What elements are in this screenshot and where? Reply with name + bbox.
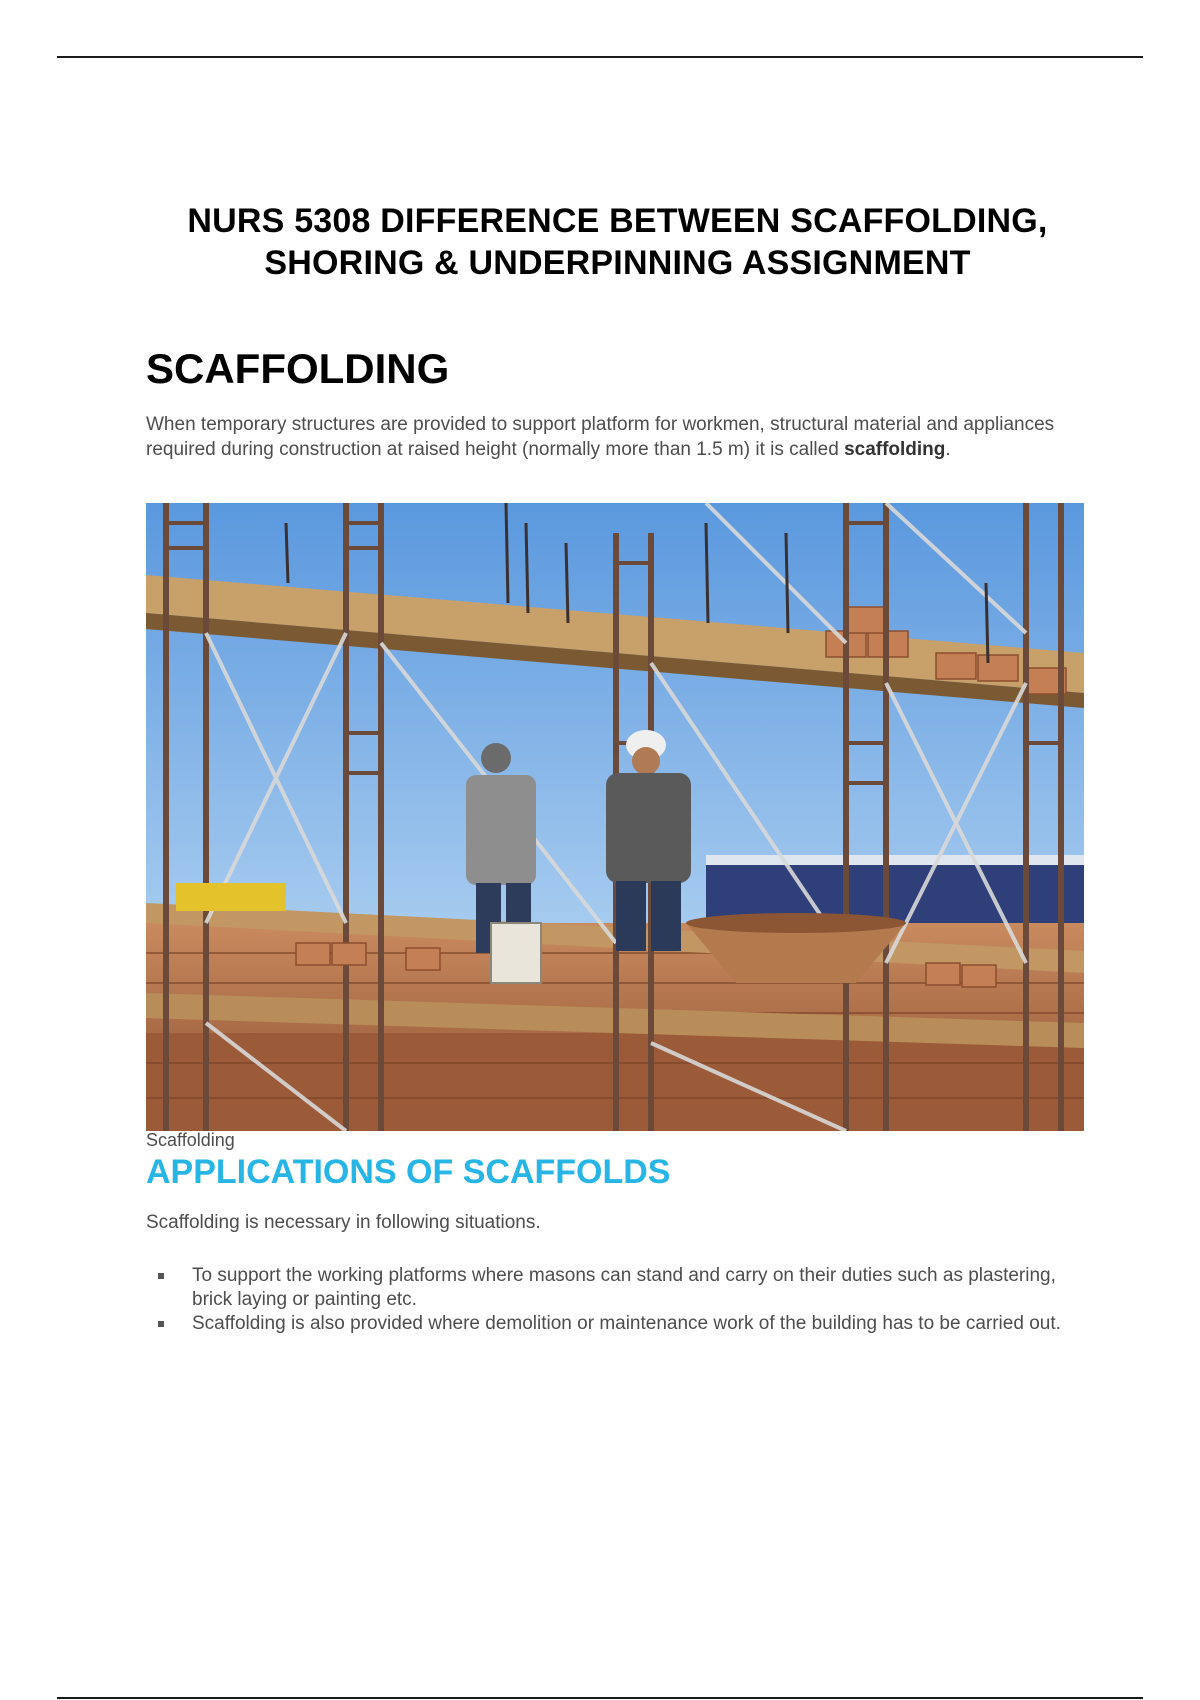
section-heading: SCAFFOLDING <box>146 345 450 392</box>
scaffolding-photo <box>146 503 1084 1131</box>
intro-paragraph <box>146 412 1066 462</box>
document-title <box>120 200 1115 284</box>
title-line-1: NURS 5308 DIFFERENCE BETWEEN SCAFFOLDING, <box>187 202 1048 240</box>
intro-end: . <box>945 439 951 460</box>
applications-paragraph: Scaffolding is necessary in following situations. <box>146 1212 541 1233</box>
list-item <box>146 1264 1066 1312</box>
title-line-2: SHORING & UNDERPINNING ASSIGNMENT <box>264 244 971 282</box>
bottom-rule <box>57 1697 1143 1699</box>
list-item-text: To support the working platforms where masons can stand and carry on their duties such as plastering, brick laying or painting etc. <box>192 1265 1056 1310</box>
intro-text: When temporary structures are provided to support platform for workmen, structural material and appliances required during construction at raised height (normally more than 1.5 m) it is called <box>146 414 1055 460</box>
top-rule <box>57 56 1143 58</box>
list-item-text: Scaffolding is also provided where demolition or maintenance work of the building has to be carried out. <box>192 1313 1061 1334</box>
intro-bold-term: scaffolding <box>844 439 946 460</box>
bullet-square-icon <box>158 1273 164 1279</box>
bullet-square-icon <box>158 1321 164 1327</box>
applications-list <box>146 1264 1066 1336</box>
applications-heading: APPLICATIONS OF SCAFFOLDS <box>146 1153 671 1191</box>
list-item <box>146 1312 1066 1336</box>
image-caption: Scaffolding <box>146 1130 235 1150</box>
